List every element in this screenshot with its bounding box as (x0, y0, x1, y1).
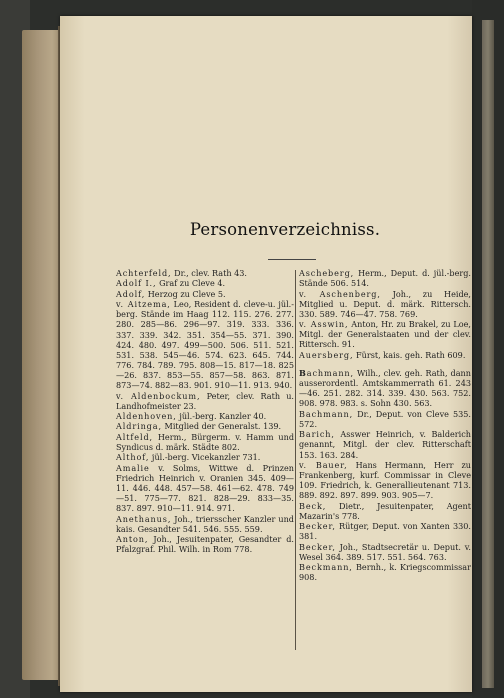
index-entry-references: Wilh., clev. geh. Rath, dann ausserordentl. Amtskammerrath 61. 243—46. 251. 282. 314. 339. 430. 563. 752. 908. 978. 983. s. Sohn 430. 563. (299, 367, 471, 409)
index-entry (299, 501, 471, 521)
index-entry-references: Anton, Hr. zu Brakel, zu Loe, Mitgl. der Generalstaaten und der clev. Rittersch. 91. (299, 319, 472, 350)
index-entry-references: Herm., Deput. d. jül.-berg. Stände 506. 514. (299, 268, 471, 289)
index-entry (116, 534, 294, 554)
index-column-right (299, 268, 471, 583)
index-entry-references: Dr., clev. Rath 43. (171, 268, 247, 278)
title-rule (268, 259, 316, 260)
index-entry (299, 268, 471, 288)
index-entry-name: Adolf I., (116, 278, 157, 289)
index-entry-references: Mitglied der Generalst. 139. (161, 421, 282, 432)
index-entry-name: v. Aschenberg, (299, 288, 381, 299)
index-entry (299, 289, 471, 319)
index-entry-name: Barich, (299, 429, 335, 440)
index-entry-references: Joh., Jesuitenpater, Gesandter d. Pfalzgraf. Phil. Wilh. in Rom 778. (116, 534, 294, 555)
index-entry-name: Achterfeld, (116, 268, 172, 278)
book-cover-edge (482, 20, 494, 688)
index-entry-references: jül.-berg. Vicekanzler 731. (149, 452, 261, 463)
index-entry-name: Aldenhoven, (116, 411, 177, 422)
index-entry-name: Beck, (299, 500, 327, 511)
index-entry-references: Bernh., k. Kriegscommissar 908. (299, 562, 471, 583)
column-divider (295, 270, 296, 650)
index-entry (299, 562, 471, 582)
index-entry-references: Hans Hermann, Herr zu Frankenberg, kurf. Commissar in Cleve 109. Friedrich, k. Generallieutenant 713. 889. 892. 897. 899. 903. 905—7. (299, 459, 472, 501)
index-entry-references: Herm., Bürgerm. v. Hamm und Syndicus d. märk. Städte 802. (116, 431, 294, 452)
index-entry-name: Beckmann, (299, 562, 353, 573)
index-entry (299, 521, 471, 541)
index-entry-name: v. Bauer, (299, 459, 348, 470)
index-entry-references: jül.-berg. Kanzler 40. (176, 411, 267, 422)
index-entry (299, 429, 471, 459)
index-entry-name: v. Aldenbockum, (116, 390, 201, 401)
index-entry-name: Becker, (299, 541, 336, 552)
index-entry (116, 289, 294, 299)
index-entry-name: Althof, (116, 452, 150, 463)
book-page-edges (22, 30, 62, 680)
index-entry-name: Adolf, (116, 288, 146, 299)
index-entry-name: Altfeld, (116, 431, 154, 442)
section-initial-letter: B (299, 367, 307, 378)
index-entry (116, 432, 294, 452)
index-entry (299, 350, 471, 360)
index-entry-name: Auersberg, (299, 349, 354, 360)
index-entry (116, 463, 294, 514)
index-entry-references: Asswer Heinrich, v. Balderich genannt, Mitgl. der clev. Ritterschaft 153. 163. 284. (299, 429, 471, 460)
index-column-left (116, 268, 294, 554)
index-entry-name: Amalie (116, 462, 150, 473)
index-entry-name: v. Asswin, (299, 319, 349, 330)
index-entry (299, 409, 471, 429)
index-entry (116, 299, 294, 390)
index-entry (116, 278, 294, 288)
index-entry-name: Bachmann, (299, 367, 355, 378)
index-entry (116, 514, 294, 534)
index-entry-name: v. Aitzema, (116, 299, 171, 310)
index-entry (299, 542, 471, 562)
index-entry-references: Joh., Stadtsecretär u. Deput. v. Wesel 364. 389. 517. 551. 564. 763. (299, 541, 471, 562)
index-entry-references: Joh., zu Heide, Mitglied u. Deput. d. märk. Rittersch. 330. 589. 746—47. 758. 769. (299, 288, 471, 319)
index-entry-references: Peter, clev. Rath u. Landhofmeister 23. (116, 390, 294, 411)
index-entry-references: Joh., triersscher Kanzler und kais. Gesandter 541. 546. 555. 559. (116, 513, 294, 534)
index-entry-name: Ascheberg, (299, 268, 355, 278)
page-title: Personenverzeichniss. (189, 220, 381, 239)
index-entry (116, 421, 294, 431)
index-entry-references: Rütger, Deput. von Xanten 330. 381. (299, 521, 471, 542)
index-entry (116, 391, 294, 411)
index-entry-name: Anton, (116, 534, 149, 545)
index-entry-name: Becker, (299, 521, 336, 532)
index-entry-references: Graf zu Cleve 4. (156, 278, 226, 289)
index-entry (116, 268, 294, 278)
index-entry-references: Herzog zu Cleve 5. (145, 288, 226, 299)
index-entry-references: v. Solms, Wittwe d. Prinzen Friedrich Heinrich v. Oranien 345. 409—11. 446. 448. 457—58. 461—62. 478. 749—51. 775—77. 821. 828—29. 833—35. 837. 897. 910—11. 914. 971. (116, 462, 294, 514)
index-entry-references: Fürst, kais. geh. Rath 609. (353, 349, 466, 360)
index-entry-references: Dr., Deput. von Cleve 535. 572. (299, 408, 471, 429)
index-entry (299, 368, 471, 409)
index-entry-name: Bachmann, (299, 408, 354, 419)
index-entry-references: Dietr., Jesuitenpater, Agent Mazarin's 778. (299, 500, 471, 521)
index-entry-name: Aldringa, (116, 421, 162, 432)
index-entry-references: Leo, Resident d. cleve-u. jül.-berg. Stände im Haag 112. 115. 276. 277. 280. 285—86. 296—97. 319. 333. 336. 337. 339. 342. 351. 354—55. 371. 390. 424. 480. 497. 499—500. 506. 511. 521. 531. 538. 545—46. 574. 623. 645. 744. 776. 784. 789. 795. 808—15. 817—18. 825—26. 837. 853—55. 857—58. 863. 871. 873—74. 882—83. 901. 910—11. 913. 940. (116, 299, 294, 391)
index-entry (299, 460, 471, 501)
index-entry (299, 319, 471, 349)
index-entry (116, 411, 294, 421)
index-entry (116, 452, 294, 462)
index-entry-name: Anethanus, (116, 513, 172, 524)
